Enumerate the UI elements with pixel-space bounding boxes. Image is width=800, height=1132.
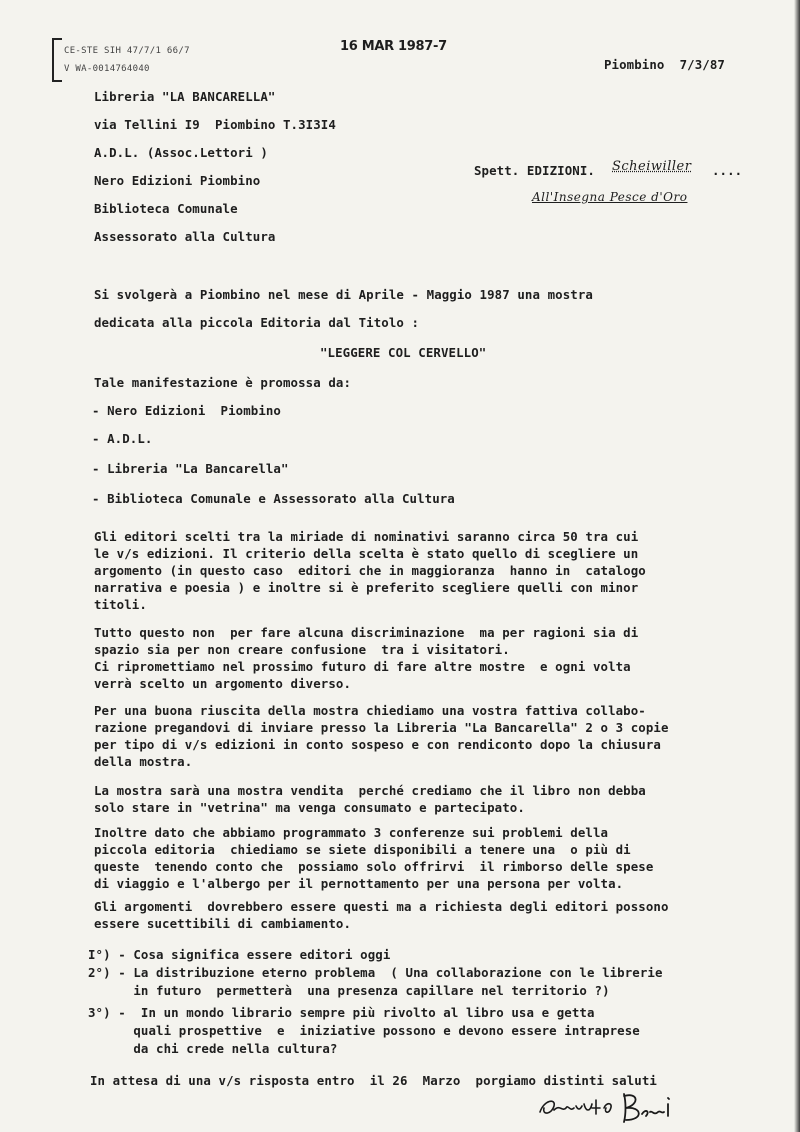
sender-line: Assessorato alla Cultura <box>94 229 276 244</box>
intro-line: Si svolgerà a Piombino nel mese di Aprile - Maggio 1987 una mostra <box>94 287 593 302</box>
promoted-by-heading: Tale manifestazione è promossa da: <box>94 375 352 390</box>
body-line: La mostra sarà una mostra vendita perché crediamo che il libro non debba <box>94 783 646 798</box>
addressee-prefix: Spett. EDIZIONI. <box>474 163 595 178</box>
body-line: essere sucettibili di cambiamento. <box>94 916 352 931</box>
body-line: narrativa e poesia ) e inoltre si è preferito scegliere quelli con minor <box>94 580 639 595</box>
body-line: Gli argomenti dovrebbero essere questi ma a richiesta degli editori possono <box>94 899 669 914</box>
promoter-item: - Libreria "La Bancarella" <box>92 461 289 476</box>
sender-line: A.D.L. (Assoc.Lettori ) <box>94 145 268 160</box>
scan-edge <box>794 0 800 1132</box>
topic-line: quali prospettive e iniziative possono e devono essere intraprese <box>88 1023 640 1038</box>
place-date: Piombino 7/3/87 <box>604 57 725 72</box>
addressee-dots: .... <box>712 163 743 178</box>
archive-bracket <box>52 38 62 82</box>
body-line: piccola editoria chiediamo se siete disponibili a tenere una o più di <box>94 842 631 857</box>
body-line: Tutto questo non per fare alcuna discriminazione ma per ragioni sia di <box>94 625 639 640</box>
topic-line: in futuro permetterà una presenza capillare nel territorio ?) <box>88 983 610 998</box>
body-line: le v/s edizioni. Il criterio della scelta è stato quello di scegliere un <box>94 546 639 561</box>
body-line: argomento (in questo caso editori che in maggioranza hanno in catalogo <box>94 563 646 578</box>
body-line: spazio sia per non creare confusione tra i visitatori. <box>94 642 510 657</box>
sender-line: Biblioteca Comunale <box>94 201 238 216</box>
promoter-item: - A.D.L. <box>92 431 153 446</box>
body-line: Ci ripromettiamo nel prossimo futuro di fare altre mostre e ogni volta <box>94 659 631 674</box>
body-line: per tipo di v/s edizioni in conto sospeso e con rendiconto dopo la chiusura <box>94 737 661 752</box>
closing-line: In attesa di una v/s risposta entro il 26 Marzo porgiamo distinti saluti <box>90 1073 657 1088</box>
topic-line: da chi crede nella cultura? <box>88 1041 338 1056</box>
promoter-item: - Biblioteca Comunale e Assessorato alla Cultura <box>92 491 455 506</box>
body-line: solo stare in "vetrina" ma venga consumato e partecipato. <box>94 800 525 815</box>
body-line: verrà scelto un argomento diverso. <box>94 676 352 691</box>
topic-line: 2°) - La distribuzione eterno problema ( Una collaborazione con le librerie <box>88 965 663 980</box>
sender-line: via Tellini I9 Piombino T.3I3I4 <box>94 117 336 132</box>
archive-stamp-line-1: CE-STE SIH 47/7/1 66/7 <box>64 46 190 56</box>
archive-stamp-line-2: V WA-0014764040 <box>64 64 150 74</box>
received-date-stamp: 16 MAR 1987-7 <box>340 39 447 54</box>
promoter-item: - Nero Edizioni Piombino <box>92 403 281 418</box>
topic-line: I°) - Cosa significa essere editori oggi <box>88 947 391 962</box>
body-line: Gli editori scelti tra la miriade di nominativi saranno circa 50 tra cui <box>94 529 639 544</box>
topic-line: 3°) - In un mondo librario sempre più rivolto al libro usa e getta <box>88 1005 595 1020</box>
sender-line: Nero Edizioni Piombino <box>94 173 261 188</box>
body-line: della mostra. <box>94 754 193 769</box>
body-line: titoli. <box>94 597 147 612</box>
body-line: Per una buona riuscita della mostra chiediamo una vostra fattiva collabo- <box>94 703 646 718</box>
addressee-line-2: All'Insegna Pesce d'Oro <box>532 190 688 204</box>
body-line: di viaggio e l'albergo per il pernottamento per una persona per volta. <box>94 876 624 891</box>
handwritten-signature <box>534 1082 684 1130</box>
exhibition-title: "LEGGERE COL CERVELLO" <box>320 345 487 360</box>
body-line: Inoltre dato che abbiamo programmato 3 conferenze sui problemi della <box>94 825 609 840</box>
body-line: razione pregandovi di inviare presso la Libreria "La Bancarella" 2 o 3 copie <box>94 720 669 735</box>
intro-line: dedicata alla piccola Editoria dal Titolo : <box>94 315 420 330</box>
addressee-name: Scheiwiller <box>612 159 692 174</box>
body-line: queste tenendo conto che possiamo solo offrirvi il rimborso delle spese <box>94 859 654 874</box>
sender-line: Libreria "LA BANCARELLA" <box>94 89 276 104</box>
